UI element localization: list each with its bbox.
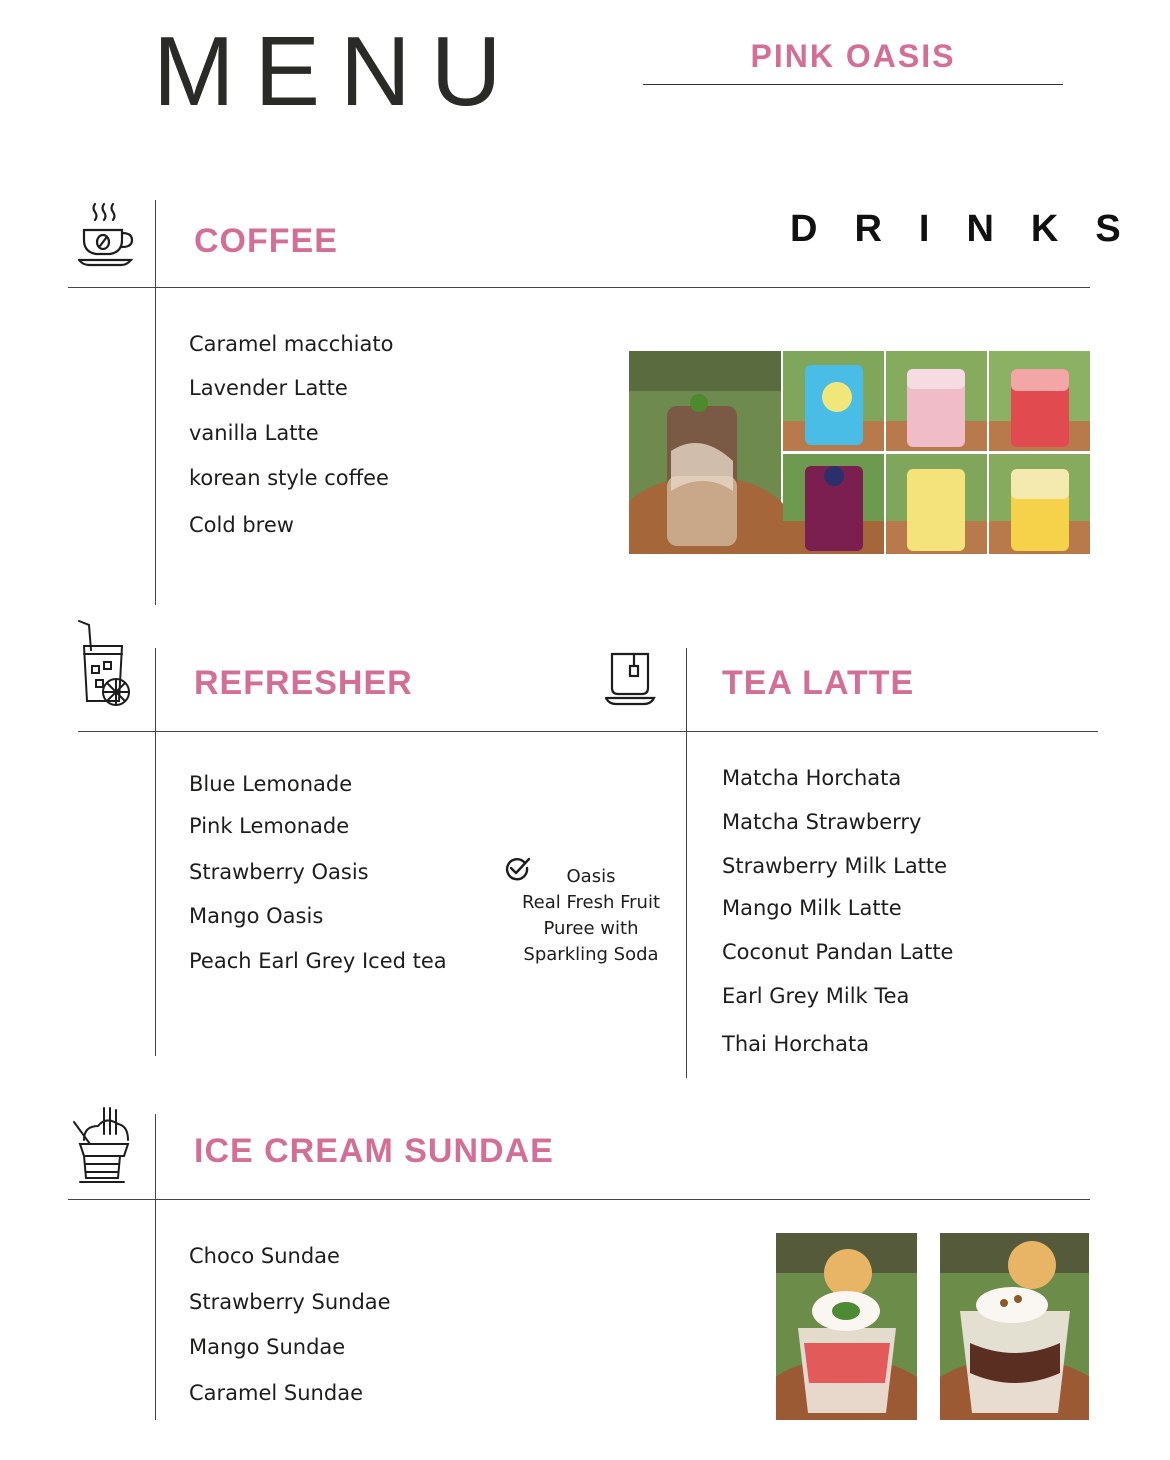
refresher-divider-horizontal (78, 731, 1098, 732)
pink-lemonade-photo (886, 351, 987, 451)
list-item: Strawberry Sundae (189, 1290, 391, 1314)
tea-cup-icon (603, 650, 657, 708)
list-item: Matcha Horchata (722, 766, 902, 790)
list-item: Cold brew (189, 513, 294, 537)
refresher-title: REFRESHER (194, 664, 413, 702)
list-item: vanilla Latte (189, 421, 319, 445)
drinks-photo-collage (629, 351, 1090, 554)
sundae-title: ICE CREAM SUNDAE (194, 1132, 554, 1170)
note-line: Oasis (566, 866, 616, 887)
sundae-divider-vertical (155, 1114, 156, 1420)
list-item: Blue Lemonade (189, 772, 353, 796)
list-item: Caramel Sundae (189, 1381, 363, 1405)
list-item: Lavender Latte (189, 376, 348, 400)
tea-latte-title: TEA LATTE (722, 664, 915, 702)
tea-divider-vertical (686, 648, 687, 1078)
list-item: Thai Horchata (722, 1032, 870, 1056)
blue-lemonade-photo (783, 351, 884, 451)
list-item: Matcha Strawberry (722, 810, 922, 834)
list-item: Pink Lemonade (189, 814, 350, 838)
list-item: Mango Oasis (189, 904, 324, 928)
list-item: Caramel macchiato (189, 332, 394, 356)
list-item: Choco Sundae (189, 1244, 340, 1268)
coffee-divider-horizontal (68, 287, 1090, 288)
list-item: Mango Milk Latte (722, 896, 902, 920)
refresher-note (510, 864, 672, 968)
sundae-divider-horizontal (68, 1199, 1090, 1200)
coffee-divider-vertical (155, 200, 156, 605)
strawberry-oasis-photo (989, 351, 1090, 451)
mango-drink-photo (886, 454, 987, 554)
note-line: Puree with (543, 918, 639, 939)
coffee-title: COFFEE (194, 222, 338, 260)
list-item: korean style coffee (189, 466, 389, 490)
list-item: Mango Sundae (189, 1335, 346, 1359)
brand-name: PINK OASIS (750, 38, 956, 74)
berry-drink-photo (783, 454, 884, 554)
list-item: Strawberry Milk Latte (722, 854, 948, 878)
list-item: Strawberry Oasis (189, 860, 369, 884)
peach-drink-photo (989, 454, 1090, 554)
refresher-divider-vertical (155, 648, 156, 1056)
iced-coffee-photo (629, 351, 795, 554)
sundae-icon (70, 1104, 134, 1186)
list-item: Earl Grey Milk Tea (722, 984, 910, 1008)
drinks-heading: DRINKS (790, 208, 1158, 250)
brand-underline (643, 84, 1063, 85)
iced-drink-icon (76, 618, 134, 708)
note-line: Sparkling Soda (523, 944, 659, 965)
menu-title: MENU (153, 16, 522, 126)
list-item: Coconut Pandan Latte (722, 940, 954, 964)
strawberry-sundae-photo (776, 1233, 917, 1420)
list-item: Peach Earl Grey Iced tea (189, 949, 447, 973)
choco-sundae-photo (940, 1233, 1089, 1420)
coffee-cup-icon (76, 200, 138, 268)
note-line: Real Fresh Fruit (521, 892, 661, 913)
